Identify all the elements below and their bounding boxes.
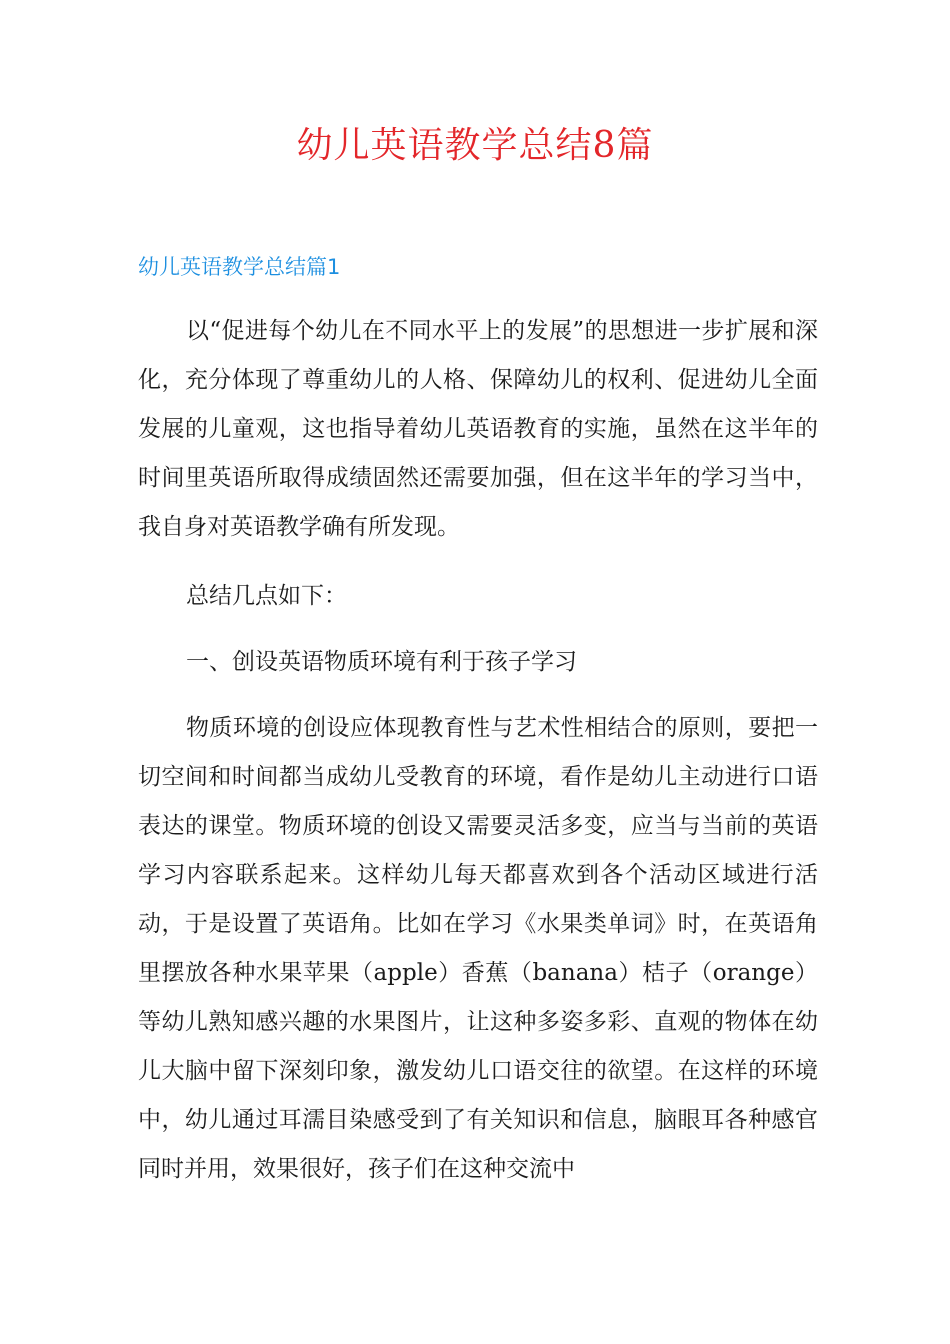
document-title: 幼儿英语教学总结8篇 — [296, 125, 654, 166]
paragraph-summary-lead: 总结几点如下： — [186, 583, 347, 609]
paragraph-environment: 物质环境的创设应体现教育性与艺术性相结合的原则，要把一切空间和时间都当成幼儿受教育的环境，看作是幼儿主动进行口语表达的课堂。物质环境的创设又需要灵活多变，应当与当前的英语学习内容联系起来。这样幼儿每天都喜欢到各个活动区域进行活动，于是设置了英语角。比如在学习《水果类单词》时，在英语角里摆放各种水果苹果（apple）香蕉（banana）桔子（orange）等幼儿熟知感兴趣的水果图片，让这种多姿多彩、直观的物体在幼儿大脑中留下深刻印象，激发幼儿口语交往的欲望。在这样的环境中，幼儿通过耳濡目染感受到了有关知识和信息，脑眼耳各种感官同时并用，效果很好，孩子们在这种交流中 — [138, 715, 818, 1182]
section-heading: 幼儿英语教学总结篇1 — [138, 255, 341, 279]
paragraph-point-one-heading: 一、创设英语物质环境有利于孩子学习 — [186, 649, 577, 675]
paragraph-intro: 以“促进每个幼儿在不同水平上的发展”的思想进一步扩展和深化，充分体现了尊重幼儿的人格、保障幼儿的权利、促进幼儿全面发展的儿童观，这也指导着幼儿英语教育的实施，虽然在这半年的时间里英语所取得成绩固然还需要加强，但在这半年的学习当中，我自身对英语教学确有所发现。 — [138, 318, 818, 540]
